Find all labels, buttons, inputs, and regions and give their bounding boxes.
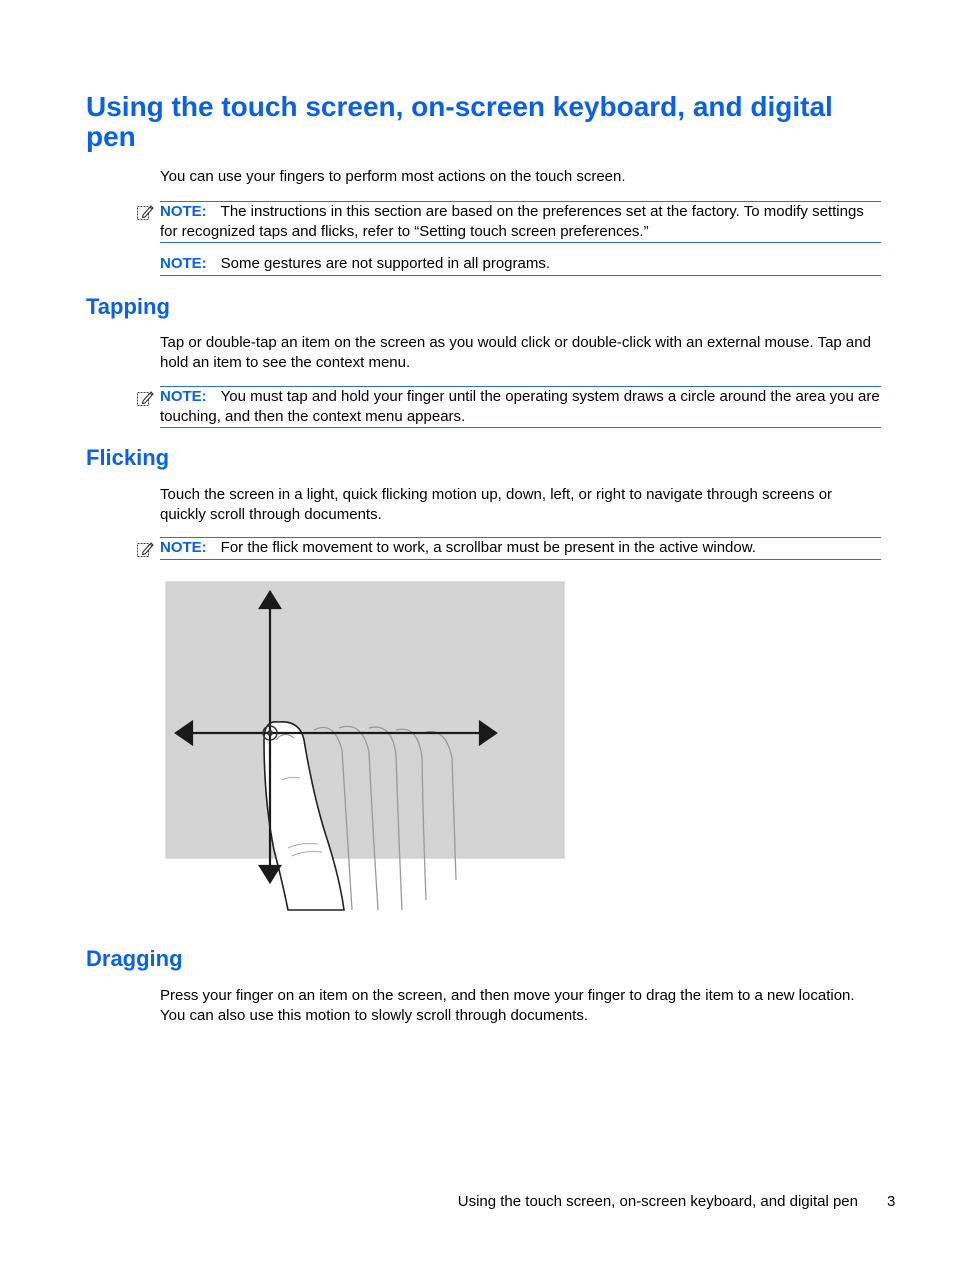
arrow-down-icon (260, 866, 280, 882)
section-heading-dragging: Dragging (86, 946, 183, 971)
note-text: You must tap and hold your finger until the operating system draws a circle around the area you are touching, and then the context menu appears. (160, 388, 880, 425)
note-label: NOTE: (160, 388, 207, 405)
section-heading-tapping: Tapping (86, 294, 170, 319)
tapping-note (160, 386, 881, 428)
note-label: NOTE: (160, 203, 207, 220)
intro-note-2 (160, 254, 881, 276)
dragging-paragraph: Press your finger on an item on the screen, and then move your finger to drag the item to a new location. You can also use this motion to slowly scroll through documents. (160, 987, 855, 1024)
footer-title: Using the touch screen, on-screen keyboard, and digital pen (457, 1193, 858, 1210)
note-pencil-icon (136, 389, 154, 407)
intro-paragraph: You can use your fingers to perform most actions on the touch screen. (160, 168, 626, 185)
touch-screen-panel (166, 582, 564, 858)
note-label: NOTE: (160, 255, 207, 272)
page-title: Using the touch screen, on-screen keyboard, and digital pen (86, 91, 833, 152)
note-pencil-icon (136, 203, 154, 221)
note-text: Some gestures are not supported in all programs. (220, 255, 551, 272)
note-pencil-icon (136, 540, 154, 558)
section-heading-flicking: Flicking (86, 445, 170, 470)
note-label: NOTE: (160, 539, 207, 556)
flick-gesture-illustration (164, 580, 568, 914)
note-text: The instructions in this section are based on the preferences set at the factory. To modify settings for recognized taps and flicks, refer to “Setting touch screen preferences.” (160, 203, 864, 240)
page-number: 3 (887, 1193, 896, 1210)
flicking-paragraph: Touch the screen in a light, quick flicking motion up, down, left, or right to navigate through screens or quickly scroll through documents. (160, 486, 833, 523)
tapping-paragraph: Tap or double-tap an item on the screen as you would click or double-click with an external mouse. Tap and hold an item to see the context menu. (160, 334, 871, 371)
touch-point-center (267, 730, 273, 736)
note-text: For the flick movement to work, a scrollbar must be present in the active window. (220, 539, 756, 556)
intro-note-1 (160, 201, 881, 243)
flicking-note (160, 537, 881, 560)
